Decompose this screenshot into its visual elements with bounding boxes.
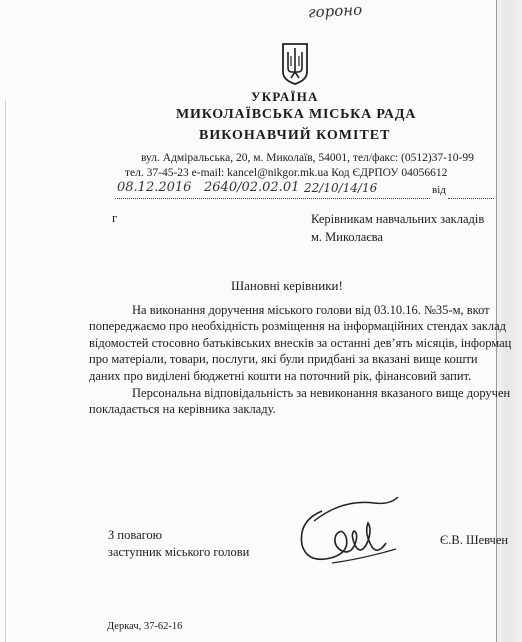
signer-name: Є.В. Шевчен <box>440 533 509 547</box>
body-line: покладається на керівника закладу. <box>89 402 276 417</box>
body-line: На виконання доручення міського голови від 03.10.16. №35-м, вкот <box>132 303 490 317</box>
corner-mark: г <box>112 210 118 225</box>
registration-ref: 22/10/14/16 <box>304 181 378 195</box>
body-line: Персональна відповідальність за невиконання вказаного вище доручен <box>132 386 511 400</box>
recipient-line-2: м. Миколаєва <box>311 230 383 244</box>
registration-dotted-line <box>115 198 430 199</box>
body-paragraph-1 <box>89 302 511 384</box>
address-line: вул. Адміральська, 20, м. Миколаїв, 54001, тел/факс: (0512)37-10-99 <box>141 152 474 164</box>
body-line: про матеріали, товари, послуги, які були придбані за вказані вище кошти <box>89 352 478 367</box>
salutation: Шановні керівники! <box>231 278 343 293</box>
executor-note: Деркач, 37-62-16 <box>107 621 183 632</box>
body-line: попереджаємо про необхідність розміщення на інформаційних стендах заклад <box>89 319 506 334</box>
country-name: УКРАЇНА <box>251 89 319 104</box>
margin-line <box>5 100 6 642</box>
body-line: даних про виділені бюджетні кошти на поточний рік, фінансовий запит. <box>89 368 472 383</box>
executive-committee-name: ВИКОНАВЧИЙ КОМІТЕТ <box>199 128 391 143</box>
handwritten-note: гороно <box>307 0 363 22</box>
closing-phrase: З повагою <box>108 528 163 542</box>
signer-title: заступник міського голови <box>108 545 250 559</box>
body-paragraph-2 <box>89 385 510 418</box>
reply-dotted-line <box>448 198 494 199</box>
contact-line: тел. 37-45-23 e-mail: kancel@nikgor.mk.ua Код ЄДРПОУ 04056612 <box>125 167 448 179</box>
registration-date: 08.12.2016 <box>117 180 192 195</box>
coat-of-arms-icon <box>281 42 309 86</box>
body-line: відомостей стосовно батьківських внесків за останні дев’ять місяців, інформац <box>89 335 512 350</box>
reply-to-label: від <box>432 184 446 196</box>
recipient-line-1: Керівникам навчальних закладів <box>311 212 485 226</box>
registration-number: 2640/02.02.01 <box>204 180 300 195</box>
handwritten-signature <box>292 493 404 571</box>
city-council-name: МИКОЛАЇВСЬКА МІСЬКА РАДА <box>176 107 417 122</box>
